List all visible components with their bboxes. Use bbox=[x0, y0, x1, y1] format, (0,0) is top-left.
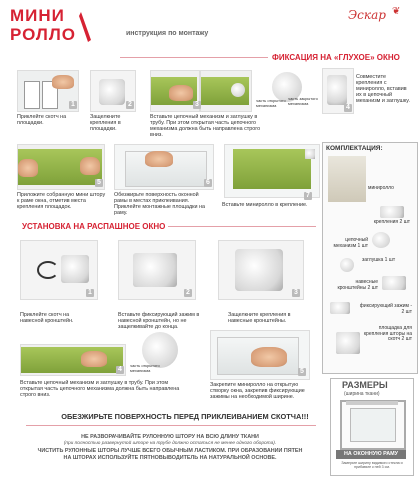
logo-pen bbox=[78, 10, 94, 44]
brand-mark: ❦ bbox=[392, 6, 401, 17]
callout-open-part: часть открытого механизма bbox=[256, 98, 286, 108]
s2-step3-number: 3 bbox=[292, 289, 300, 297]
footer-line-3: ЧИСТИТЬ РУЛОННЫЕ ШТОРЫ ЛУЧШЕ ВСЕГО ОБЫЧНЫМ ЛАСТИКОМ. ПРИ ОБРАЗОВАНИИ ПЯТЕН bbox=[37, 448, 303, 454]
footer-divider bbox=[26, 425, 316, 426]
footer-warning: ОБЕЗЖИРЬТЕ ПОВЕРХНОСТЬ ПЕРЕД ПРИКЛЕИВАНИЕМ СКОТЧА!!! bbox=[61, 412, 309, 421]
step3-photo-right bbox=[200, 70, 252, 112]
s2-step5-photo bbox=[210, 330, 310, 380]
step5-number: 5 bbox=[95, 179, 103, 187]
step6-photo bbox=[114, 144, 214, 190]
callout-closed-part: часть закрытого механизма bbox=[288, 96, 318, 106]
s2-step1-number: 1 bbox=[86, 289, 94, 297]
step5-photo bbox=[17, 144, 105, 190]
kit-item-brackets: крепления 2 шт bbox=[373, 219, 410, 225]
step4-text: Совместите крепления с миниролло, вставив их в цепочный механизм и заглушку. bbox=[356, 74, 410, 104]
kit-item-brackets-image bbox=[380, 206, 404, 218]
step4-number: 4 bbox=[344, 104, 352, 112]
sizes-subtitle: (ширина ткани) bbox=[344, 391, 380, 397]
step6-text: Обезжирьте поверхность оконной рамы в местах приклеивания. Приклейте монтажные площадки на раму. bbox=[114, 192, 205, 216]
sizes-mount-button[interactable]: НА ОКОННУЮ РАМУ bbox=[336, 450, 406, 459]
step7-number: 7 bbox=[304, 192, 312, 200]
s2-callout-open-part: часть открытого механизма bbox=[130, 363, 160, 373]
s2-step4-photo bbox=[20, 344, 126, 376]
section2-divider bbox=[168, 226, 316, 227]
footer-line-2: (при полностью развернутой шторе на трубе должно остаться не менее одного оборота). bbox=[63, 441, 277, 446]
kit-item-end-cap-image bbox=[340, 258, 354, 272]
step5-text: Приложите собранную мини штору к раме окна, отметив места крепления площадок. bbox=[17, 192, 106, 210]
s2-step5-number: 5 bbox=[298, 368, 306, 376]
s2-step2-text: Вставьте фиксирующий зажим в навесной кронштейн, но не защелкивайте до конца. bbox=[118, 312, 200, 330]
kit-item-roller: миниролло bbox=[368, 185, 394, 191]
kit-item-roller-image bbox=[328, 156, 366, 202]
kit-item-pads: площадка для крепления шторы на скотч 2 шт bbox=[363, 325, 412, 343]
page-subtitle: инструкция по монтажу bbox=[126, 30, 209, 37]
step7-photo bbox=[224, 144, 320, 198]
footer-line-4: НА ШТОРАХ ИСПОЛЬЗУЙТЕ ПЯТНОВЫВОДИТЕЛЬ НА НАТУРАЛЬНОЙ ОСНОВЕ. bbox=[63, 455, 277, 461]
s2-step3-text: Защелкните крепления в навесные кронштейны. bbox=[228, 312, 291, 324]
step3-text: Вставьте цепочный механизм и заглушку в трубу. При этом открытая часть цепочного механизма должна быть направлена строго вниз. bbox=[150, 114, 261, 138]
step7-text: Вставьте миниролло в крепление. bbox=[222, 202, 308, 208]
step1-text: Приклейте скотч на площадки. bbox=[17, 114, 67, 126]
step1-number: 1 bbox=[69, 101, 77, 109]
kit-item-pads-image bbox=[336, 332, 360, 354]
s2-step4-text: Вставьте цепочный механизм и заглушку в трубу. При этом открытая часть цепочного механизма должна быть направлена строго вниз. bbox=[20, 380, 180, 398]
kit-item-clamp-image bbox=[330, 302, 350, 314]
section2-title: УСТАНОВКА НА РАСПАШНОЕ ОКНО bbox=[22, 222, 166, 231]
footer-line-1: НЕ РАЗВОРАЧИВАЙТЕ РУЛОННУЮ ШТОРУ НА ВСЮ ДЛИНУ ТКАНИ bbox=[81, 434, 259, 440]
sizes-note: Замерьте ширину видимого стекла и прибавьте к ней 3 см. bbox=[341, 461, 403, 470]
s2-step2-number: 2 bbox=[184, 289, 192, 297]
kit-item-hanging-brackets-image bbox=[382, 276, 406, 290]
step3-number: 3 bbox=[193, 101, 201, 109]
kit-item-clamp: фиксирующий зажим - 2 шт bbox=[359, 303, 412, 315]
section1-divider bbox=[120, 57, 268, 58]
kit-item-hanging-brackets: навесные кронштейны 2 шт bbox=[337, 279, 378, 291]
section1-title: ФИКСАЦИЯ НА «ГЛУХОЕ» ОКНО bbox=[272, 53, 400, 62]
kit-title: КОМПЛЕКТАЦИЯ: bbox=[326, 145, 383, 152]
s2-step4-number: 4 bbox=[116, 366, 124, 374]
kit-item-chain-mechanism: цепочный механизм 1 шт bbox=[333, 237, 368, 249]
s2-step1-text: Приклейте скотч на навесной кронштейн. bbox=[20, 312, 74, 324]
logo-line-2: РОЛЛО bbox=[10, 25, 76, 44]
step6-number: 6 bbox=[204, 179, 212, 187]
kit-item-end-cap: заглушка 1 шт bbox=[362, 257, 396, 263]
kit-item-chain-mechanism-image bbox=[372, 232, 390, 248]
step2-number: 2 bbox=[126, 101, 134, 109]
logo-line-1: МИНИ bbox=[10, 6, 65, 25]
step2-text: Защелкните крепления в площадки. bbox=[90, 114, 121, 132]
s2-step5-text: Закрепите миниролло на открытую створку окна, закрепив фиксирующие зажимы на необходимой ширине. bbox=[210, 382, 305, 400]
sizes-window-diagram bbox=[340, 400, 406, 450]
sizes-title: РАЗМЕРЫ bbox=[342, 380, 388, 390]
brand-logo: Эскар bbox=[348, 8, 386, 22]
